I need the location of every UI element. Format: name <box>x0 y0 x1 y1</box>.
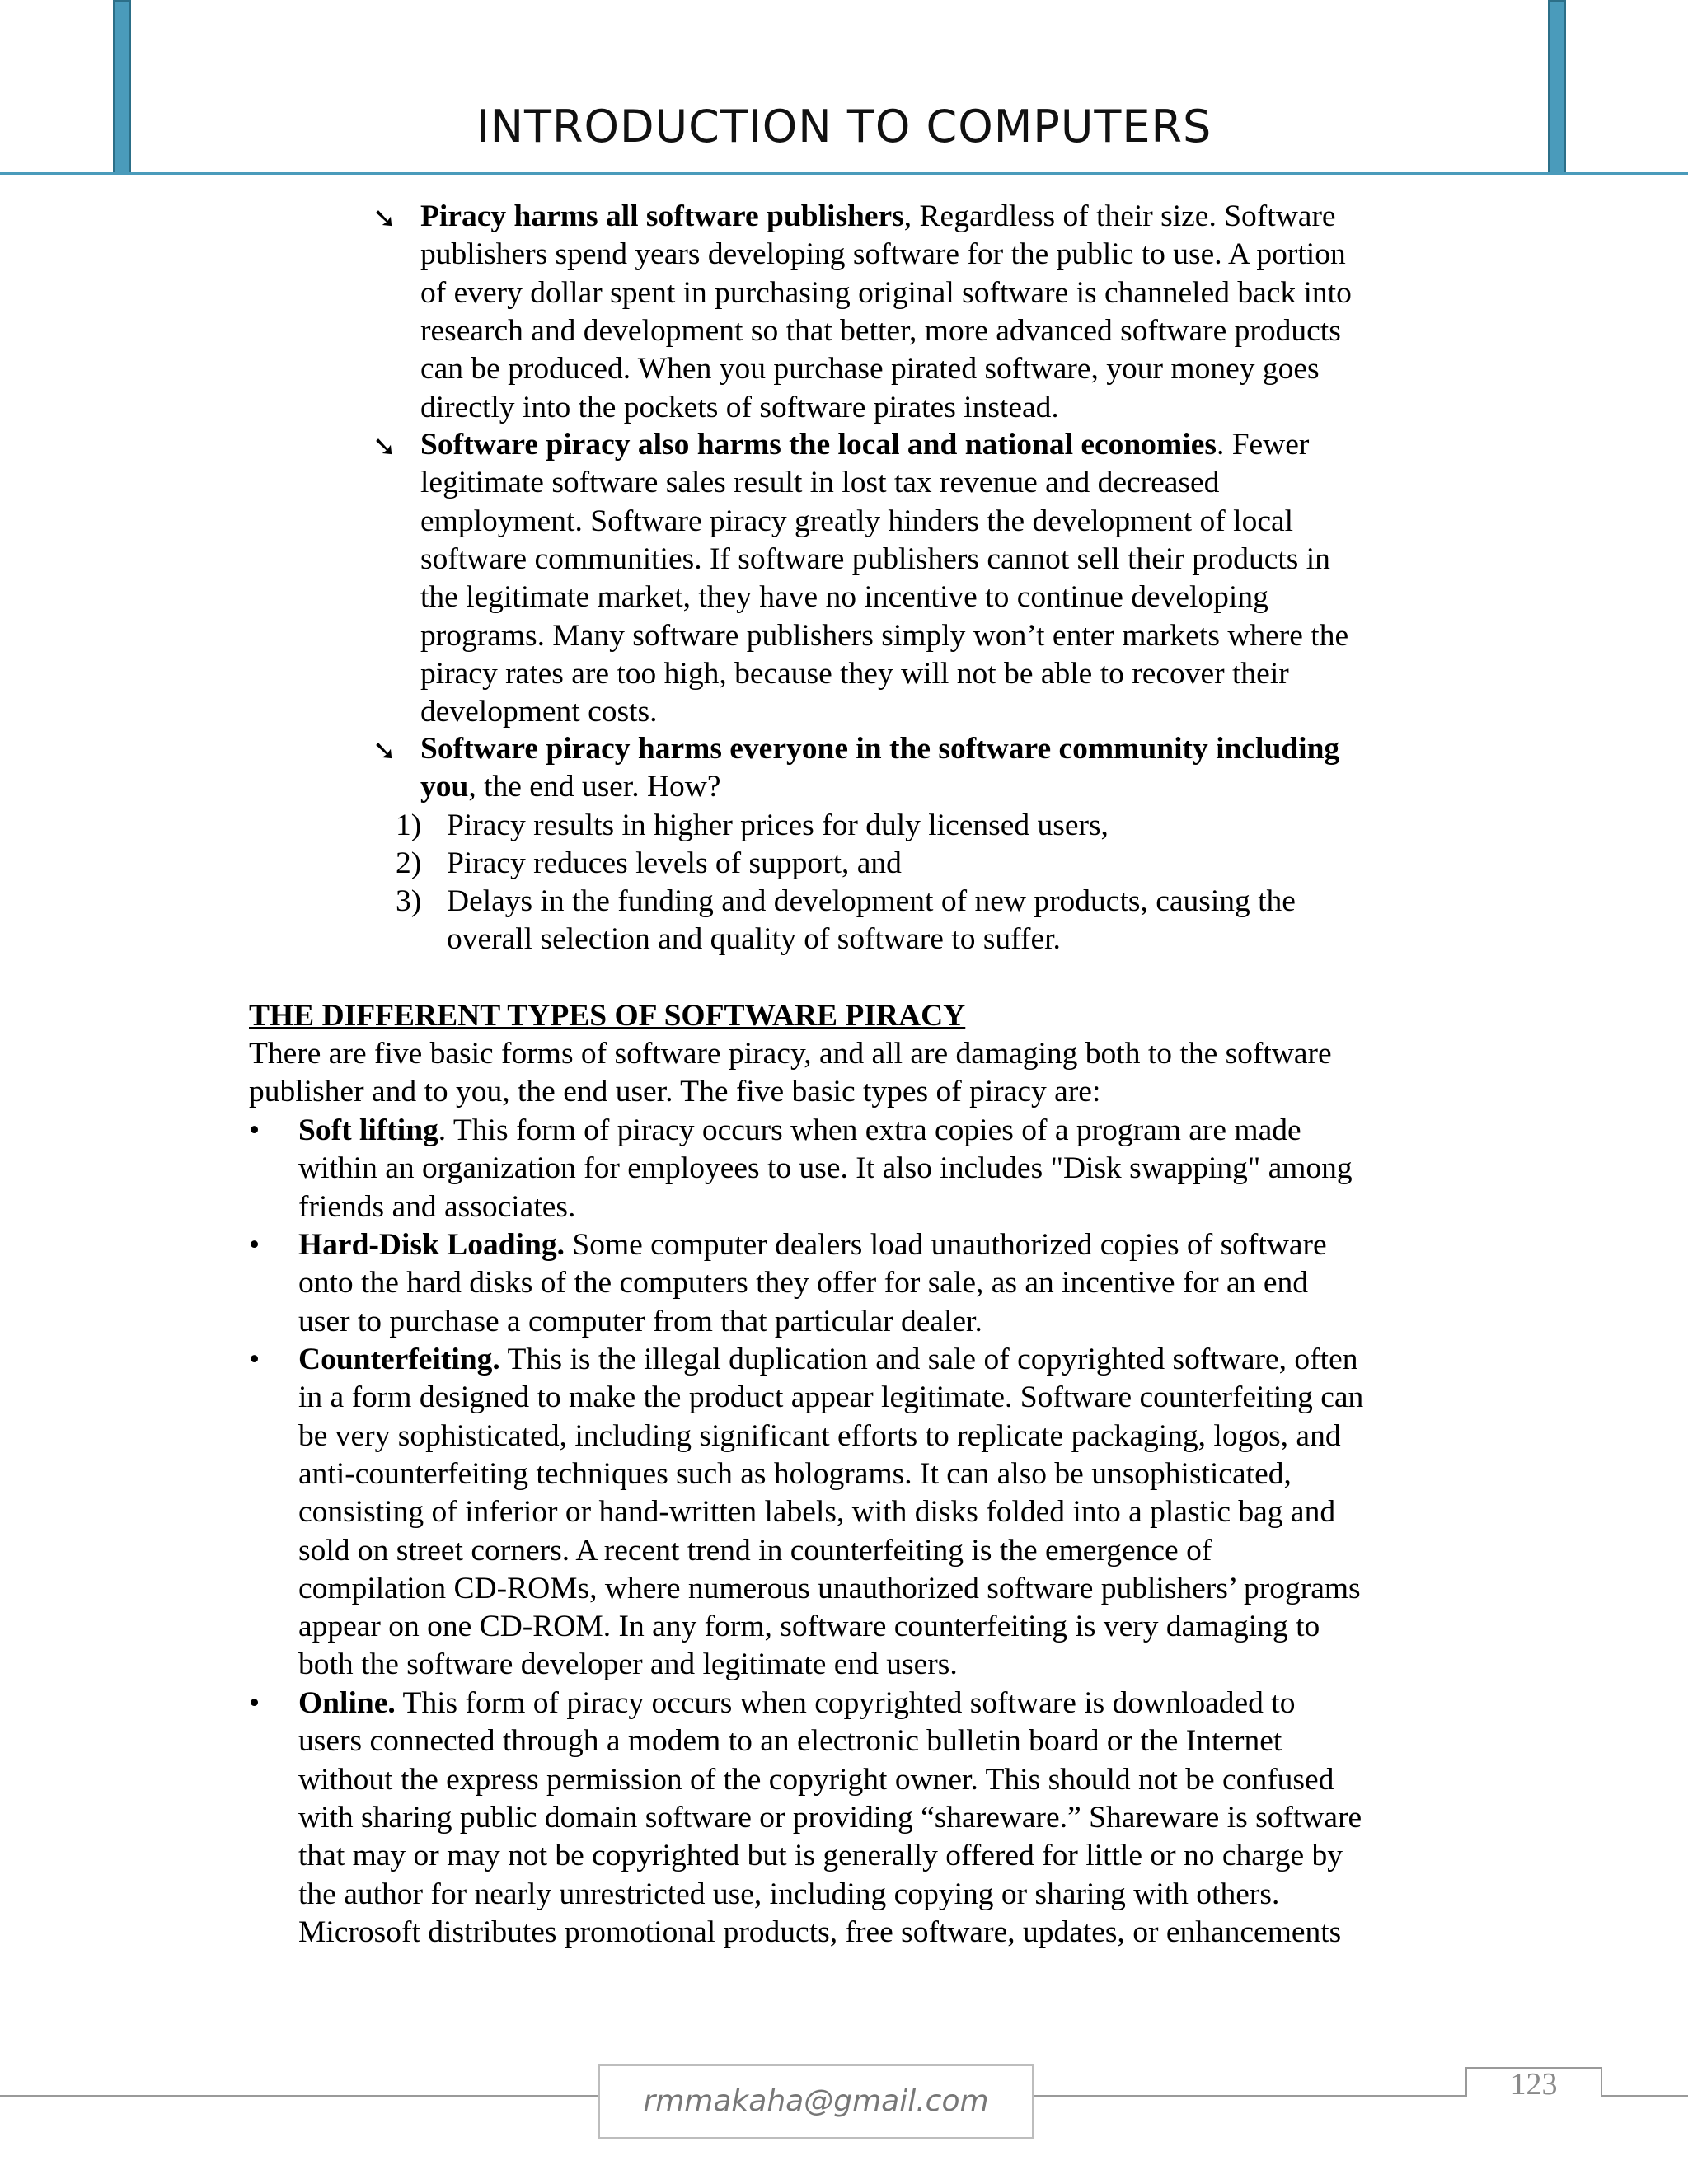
bullet-item-line <box>298 1837 1343 1875</box>
arrow-item-line <box>420 541 1330 579</box>
line-text: publishers spend years developing software for the public to use. A portion <box>420 237 1346 272</box>
bold-lead-in: Software piracy harms everyone in the software community including <box>420 732 1340 766</box>
line-text: Microsoft distributes promotional products, free software, updates, or enhancements <box>298 1915 1342 1949</box>
arrow-item-line <box>420 768 721 806</box>
bullet-item-line <box>298 1493 1335 1531</box>
line-text: This is the illegal duplication and sale of copyrighted software, often <box>499 1343 1358 1376</box>
line-text: consisting of inferior or hand-written labels, with disks folded into a plastic bag and <box>298 1495 1336 1530</box>
bold-lead-in: Counterfeiting. <box>298 1343 500 1376</box>
line-text: compilation CD-ROMs, where numerous unauthorized software publishers’ programs <box>298 1571 1361 1605</box>
numbered-item-line <box>447 807 1109 845</box>
bullet-item-line <box>298 1722 1282 1760</box>
bullet-item-line <box>298 1112 1301 1150</box>
line-text: There are five basic forms of software piracy, and all are damaging both to the software <box>249 1037 1332 1071</box>
arrow-bullet-icon: ➘ <box>373 734 396 767</box>
line-text: anti-counterfeiting techniques such as holograms. It can also be unsophisticated, <box>298 1456 1292 1491</box>
arrow-item-line <box>420 312 1341 350</box>
list-number: 1) <box>396 808 422 842</box>
bullet-item-line <box>298 1685 1295 1722</box>
arrow-item-line <box>420 274 1352 312</box>
bold-lead-in: Hard-Disk Loading. <box>298 1228 565 1262</box>
footer-rule-middle <box>1034 2095 1465 2097</box>
arrow-item-line <box>420 617 1348 655</box>
arrow-item-line <box>420 198 1336 236</box>
bullet-item-line <box>298 1455 1292 1493</box>
bullet-item-line <box>298 1532 1212 1570</box>
arrow-item-line <box>420 426 1309 464</box>
line-text: without the express permission of the copyright owner. This should not be confused <box>298 1762 1334 1797</box>
bullet-item-line <box>298 1379 1363 1417</box>
bullet-item-line <box>298 1418 1341 1455</box>
bullet-dot: • <box>249 1113 260 1147</box>
line-text: onto the hard disks of the computers they offer for sale, as an incentive for an end <box>298 1266 1308 1301</box>
bold-lead-in: Software piracy also harms the local and national economies <box>420 428 1217 462</box>
bullet-item-line <box>298 1646 958 1684</box>
arrow-item-line <box>420 579 1268 616</box>
bullet-item-line <box>298 1188 575 1226</box>
numbered-item-line <box>447 921 1061 958</box>
arrow-item-line <box>420 503 1293 541</box>
arrow-item-line <box>420 655 1289 693</box>
line-text: . Fewer <box>1216 428 1310 462</box>
line-text: within an organization for employees to use. It also includes "Disk swapping" among <box>298 1151 1353 1186</box>
line-text: user to purchase a computer from that particular dealer. <box>298 1304 982 1338</box>
line-text: , the end user. How? <box>468 770 721 804</box>
page-header-title: INTRODUCTION TO COMPUTERS <box>476 101 1212 152</box>
line-text: that may or may not be copyrighted but is generally offered for little or no charge by <box>298 1839 1343 1873</box>
arrow-bullet-icon: ➘ <box>373 430 396 463</box>
bullet-item-line <box>298 1341 1357 1379</box>
section-intro-line <box>249 1035 1332 1073</box>
line-text: with sharing public domain software or providing “shareware.” Shareware is software <box>298 1800 1362 1835</box>
bullet-item-line <box>298 1799 1362 1837</box>
line-text: software communities. If software publishers cannot sell their products in <box>420 541 1330 576</box>
arrow-item-line <box>420 730 1339 768</box>
bullet-item-line <box>298 1226 1327 1264</box>
line-text: programs. Many software publishers simply won’t enter markets where the <box>420 618 1349 653</box>
line-text: friends and associates. <box>298 1189 576 1224</box>
line-text: piracy rates are too high, because they will not be able to recover their <box>420 656 1289 691</box>
footer-rule-right <box>1602 2095 1688 2097</box>
line-text: directly into the pockets of software pirates instead. <box>420 390 1059 424</box>
line-text: Some computer dealers load unauthorized copies of software <box>565 1228 1327 1262</box>
line-text: appear on one CD-ROM. In any form, software counterfeiting is very damaging to <box>298 1610 1320 1644</box>
line-text: development costs. <box>420 695 658 729</box>
list-number: 3) <box>396 884 422 918</box>
line-text: both the software developer and legitimate end users. <box>298 1647 958 1682</box>
bullet-item-line <box>298 1914 1341 1952</box>
page-number: 123 <box>1510 2067 1558 2102</box>
arrow-item-line <box>420 464 1219 502</box>
arrow-bullet-icon: ➘ <box>373 202 396 235</box>
line-text: publisher and to you, the end user. The five basic types of piracy are: <box>249 1075 1101 1109</box>
line-text: employment. Software piracy greatly hinders the development of local <box>420 504 1294 538</box>
bullet-dot: • <box>249 1343 260 1376</box>
line-text: overall selection and quality of software to suffer. <box>447 922 1061 957</box>
line-text: research and development so that better, more advanced software products <box>420 313 1341 348</box>
line-text: users connected through a modem to an electronic bulletin board or the Internet <box>298 1724 1282 1759</box>
bullet-item-line <box>298 1608 1320 1646</box>
line-text: Piracy reduces levels of support, and <box>447 846 902 880</box>
numbered-item-line <box>447 883 1296 921</box>
line-text: legitimate software sales result in lost tax revenue and decreased <box>420 466 1220 500</box>
footer-rule-left <box>0 2095 598 2097</box>
bold-lead-in: Piracy harms all software publishers <box>420 199 904 233</box>
arrow-item-line <box>420 693 657 731</box>
footer-email: rmmakaha@gmail.com <box>598 2064 1034 2139</box>
bullet-item-line <box>298 1876 1279 1914</box>
line-text: in a form designed to make the product appear legitimate. Software counterfeiting can <box>298 1380 1364 1415</box>
arrow-item-line <box>420 350 1320 388</box>
bullet-item-line <box>298 1303 982 1341</box>
bullet-dot: • <box>249 1228 260 1262</box>
line-text: be very sophisticated, including significant efforts to replicate packaging, logos, and <box>298 1418 1341 1453</box>
bullet-item-line <box>298 1761 1334 1799</box>
line-text: the legitimate market, they have no incentive to continue developing <box>420 580 1268 615</box>
line-text: the author for nearly unrestricted use, including copying or sharing with others. <box>298 1877 1280 1911</box>
bold-lead-in: Online. <box>298 1686 396 1720</box>
numbered-item-line <box>447 845 902 883</box>
bullet-dot: • <box>249 1686 260 1720</box>
arrow-item-line <box>420 236 1346 274</box>
line-text: This form of piracy occurs when copyrighted software is downloaded to <box>395 1686 1296 1720</box>
section-intro-line <box>249 1073 1100 1111</box>
line-text: . This form of piracy occurs when extra copies of a program are made <box>438 1113 1301 1147</box>
line-text: sold on street corners. A recent trend in counterfeiting is the emergence of <box>298 1533 1212 1568</box>
line-text: of every dollar spent in purchasing original software is channeled back into <box>420 275 1352 310</box>
section-heading: THE DIFFERENT TYPES OF SOFTWARE PIRACY <box>249 999 966 1033</box>
line-text: , Regardless of their size. Software <box>903 199 1336 233</box>
line-text: Delays in the funding and development of new products, causing the <box>447 884 1296 918</box>
bullet-item-line <box>298 1150 1353 1188</box>
bold-lead-in: you <box>420 770 469 804</box>
arrow-item-line <box>420 389 1059 427</box>
header-rule <box>0 172 1688 175</box>
bullet-item-line <box>298 1570 1361 1608</box>
line-text: Piracy results in higher prices for duly licensed users, <box>447 808 1109 842</box>
bullet-item-line <box>298 1264 1308 1302</box>
list-number: 2) <box>396 846 422 880</box>
line-text: can be produced. When you purchase pirated software, your money goes <box>420 352 1320 387</box>
bold-lead-in: Soft lifting <box>298 1113 438 1147</box>
